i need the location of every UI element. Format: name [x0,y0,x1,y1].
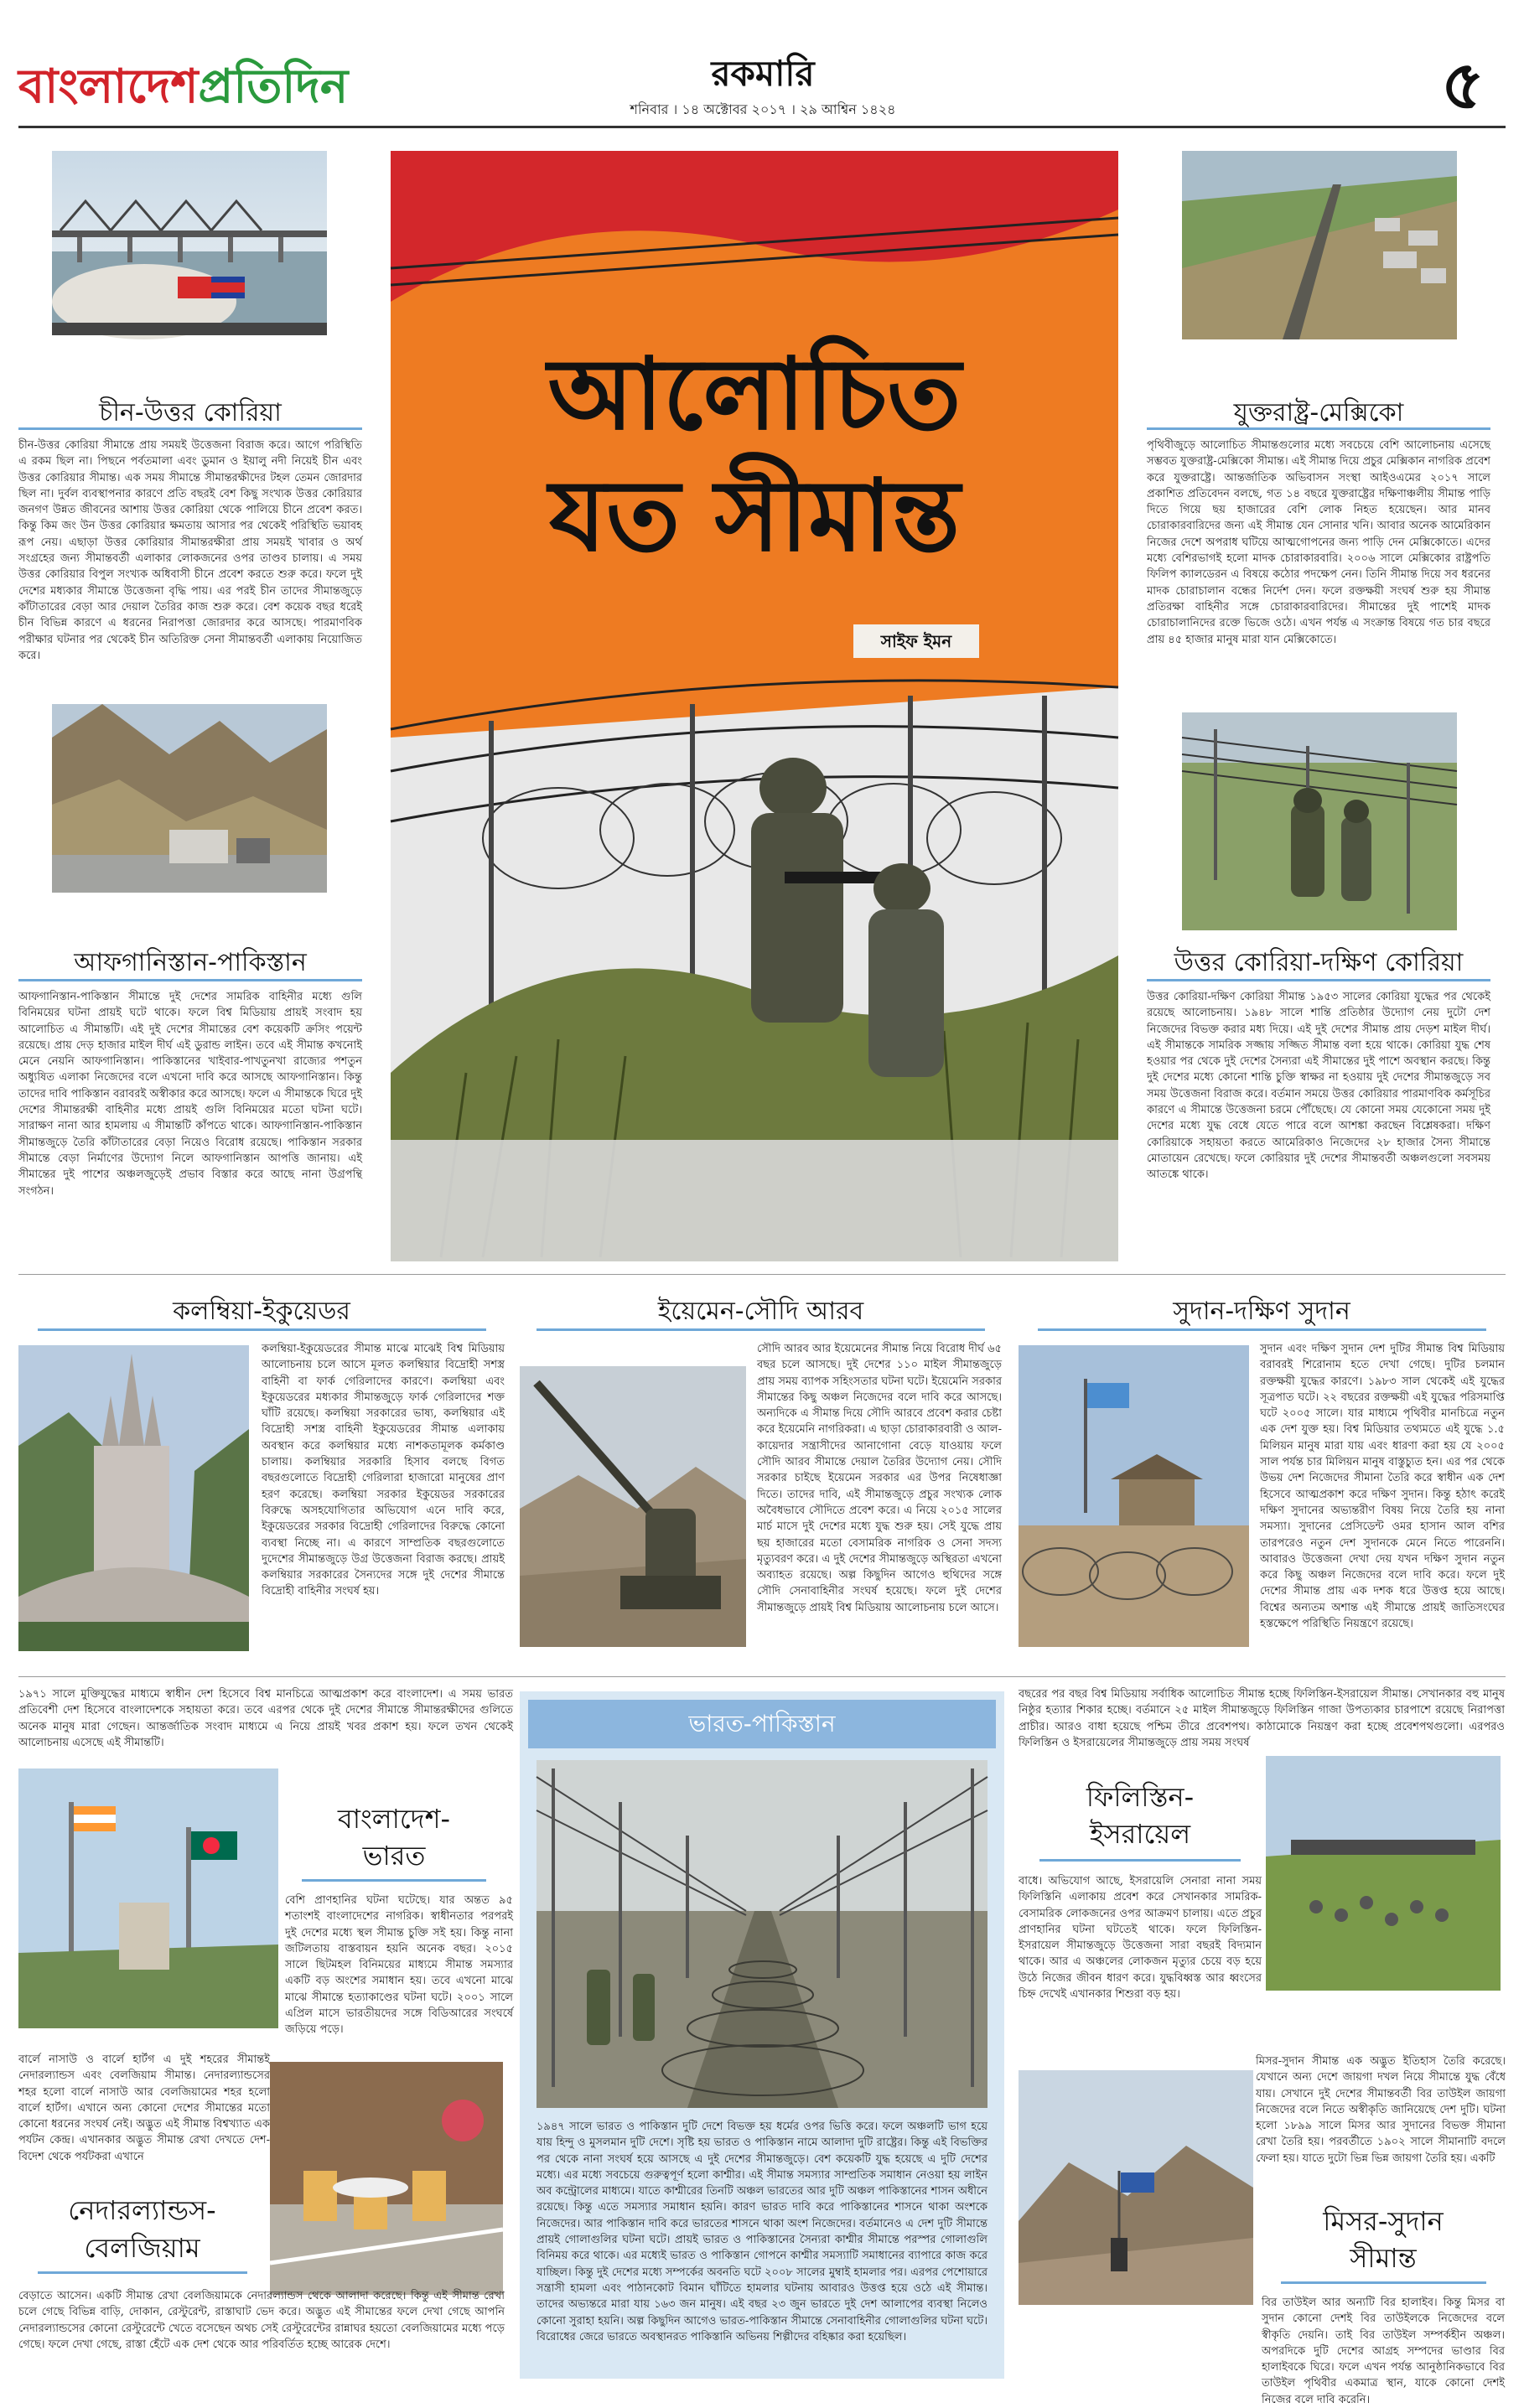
china-nk-heading: চীন-উত্তর কোরিয়া [99,398,282,427]
nk-sk-soldiers-photo [1182,712,1457,930]
sud-ssud-heading: সুদান-দক্ষিণ সুদান [1173,1297,1350,1326]
paper-logo-part2: প্রতিদিন [198,60,349,114]
cover-art [391,151,1118,1261]
page-number: ৫ [1441,46,1485,124]
cover-title-line1: আলোচিত [547,336,962,452]
nk-sk-rule [1147,979,1490,981]
ind-pak-fence-photo [537,1760,987,2108]
nl-be-heading-line1: নেদারল্যান্ডস- [68,2194,216,2226]
bd-india-rule [302,1879,486,1882]
col-ecu-church-photo [18,1345,249,1651]
egy-sud-body-bottom: বির তাউইল আর অন্যটি বির হালাইব। কিন্তু মিসর বা সুদান কোনো দেশই বির তাউইলকে নিজেদের বলে স্বীকৃতি দেয়নি। তাই বির তাউইল সম্পর্কহীন অঞ্চল। অপরদিকে দুটি দেশের আগ্রহ সম্পদের ভাণ্ডার বির হালাইবকে ঘিরে। ফলে এখন পর্যন্ত আনুষ্ঠানিকভাবে বির তাউইল পৃথিবীর একমাত্র স্থান, যাকে কোনো দেশই নিজের বলে দাবি করেনি। [1262,2297,1505,2406]
ind-pak-body: ১৯৪৭ সালে ভারত ও পাকিস্তান দুটি দেশে বিভক্ত হয় ধর্মের ওপর ভিত্তি করে। ফলে অঞ্চলটি ভাগ হয়ে যায় হিন্দু ও মুসলমান দুটি দেশে। সৃষ্টি হয় ভারত ও পাকিস্তান নামে আলাদা দুটি রাষ্ট্রের। কিন্তু এই বিভক্তির পর থেকে নানা সংঘর্ষ হয়ে আসছে এ দুই দেশের সীমান্তজুড়ে। বেশ কয়েকটি যুদ্ধ হয়েছে এ দুটি দেশের মধ্যে। এর মধ্যে সবচেয়ে গুরুত্বপূর্ণ হলো কাশ্মীর। এই সীমান্ত সমস্যার সাম্প্রতিক সমাধান নেওয়া হয় লাইন অব কন্ট্রোলের মাধ্যমে। যাতে কাশ্মীরের তিনটি অঞ্চল ভারতের আর দুটি অঞ্চল পাকিস্তানের শাসন অধীনে রয়েছে। কিন্তু এতে সমস্যার সমাধান হয়নি। কারণ ভারত দাবি করে পাকিস্তানের শাসনে থাকা অংশকে নিজেদের। আর পাকিস্তান দাবি করে ভারতের শাসনে থাকা অংশ নিজেদের। বর্তমানেও এ দেশ দুটি সীমান্তে প্রায়ই গোলাগুলির ঘটনা ঘটে। প্রায়ই ভারত ও পাকিস্তানের সৈন্যরা কাশ্মীর সীমান্তে পরস্পর গোলাগুলি বিনিময় করে থাকে। এর মধ্যেই ভারত ও পাকিস্তান গোপনে কাশ্মীর সমস্যাটি সমাধানের ব্যাপারে কাজ করে যাচ্ছিল। কিন্তু দুই দেশের মধ্যে সম্পর্কের অবনতি ঘটে ২০০৮ সালের মুম্বাই হামলার পর। এরপর পেশোয়ারে সন্ত্রাসী হামলা এবং পাঠানকোট বিমান ঘাঁটিতে হামলার ঘটনায় আবারও উত্তপ্ত হয়ে ওঠে এই সীমান্ত। তাদের অভ্যন্তরে মারা যায় ১৬৩ জন মানুষ। এই বছর ২৩ জুন ভারতে দুই দেশ আলাপের ব্যবস্থা নিলেও কোনো সুরাহা হয়নি। অল্প কিছুদিন আগেও ভারত-পাকিস্তান সীমান্তে সেনাবাহিনীর গোলাগুলির ঘটনা ঘটে। বিরোধের জেরে ভারতে অবস্থানরত পাকিস্তানি অভিনয় শিল্পীদের বহিষ্কার করা হয়েছিল। [537,2121,987,2343]
nl-be-heading-line2: বেলজিয়াম [84,2232,200,2264]
bd-india-border-photo [18,1768,278,2028]
col-ecu-body: কলম্বিয়া-ইকুয়েডরের সীমান্ত মাঝে মাঝেই বিশ্ব মিডিয়ায় আলোচনায় চলে আসে মূলত কলম্বিয়ার বিদ্রোহী সশস্ত্র বাহিনী বা ফার্ক গেরিলাদের কারণে। কলম্বিয়া এবং ইকুয়েডরের মধ্যকার সীমান্তজুড়ে ফার্ক গেরিলাদের শক্ত ঘাঁটি রয়েছে। কলম্বিয়া সরকারের ভাষ্য, কলম্বিয়ার এই বিদ্রোহী সশস্ত্র বাহিনী ইকুয়েডরের সীমান্ত এলাকায় অবস্থান করে কলম্বিয়ার মধ্যে নাশকতামূলক কর্মকাণ্ড চালায়। কলম্বিয়ার সরকারি হিসাব বলছে বিগত বছরগুলোতে বিদ্রোহী গেরিলারা হাজারো মানুষের প্রাণ হরণ করেছে। কলম্বিয়া সরকার ইকুয়েডর সরকারের বিরুদ্ধে অসহযোগিতার অভিযোগ এনে দাবি করে, ইকুয়েডরের সরকার বিদ্রোহী গেরিলাদের বিরুদ্ধে কোনো ব্যবস্থা নিচ্ছে না। এ কারণে সাম্প্রতিক বছরগুলোতে দুদেশের সীমান্তজুড়ে উগ্র উত্তেজনা বিরাজ করছে। প্রায়ই কলম্বিয়ার সরকারের সৈন্যদের সঙ্গে দুই দেশের সীমান্তে বিদ্রোহী বাহিনীর সংঘর্ষ হয়। [262,1343,505,1598]
masthead [0,0,1524,134]
china-nk-rule [18,427,362,430]
bd-india-heading-line1: বাংলাদেশ- [337,1803,451,1835]
paper-logo [18,50,348,129]
section-title: রকমারি [711,53,815,94]
china-nk-bridge-photo [52,151,327,335]
cover-author: সাইফ ইমন [853,624,979,658]
masthead-divider [18,126,1506,128]
ind-pak-heading: ভারত-পাকিস্তান [688,1710,836,1737]
nl-be-cafe-photo [270,2062,503,2295]
nl-be-body-top: বার্লে নাসাউ ও বার্লে হার্টগ এ দুই শহরের সীমান্তই নেদারল্যান্ডস এবং বেলজিয়াম সীমান্ত। নেদারল্যান্ডসের শহর হলো বার্লে নাসাউ আর বেলজিয়ামের শহর হলো বার্লে হার্টগ। এখানে অন্য কোনো দেশের সীমান্তের মতো কোনো ধরনের সংঘর্ষ নেই। অদ্ভুত এই সীমান্ত বিশ্বখ্যাত এক পর্যটন কেন্দ্র। এখানকার অদ্ভুত সীমান্ত রেখা দেখতে দেশ-বিদেশ থেকে পর্যটকরা এখানে [18,2053,270,2163]
nk-sk-body: উত্তর কোরিয়া-দক্ষিণ কোরিয়া সীমান্ত ১৯৫৩ সালের কোরিয়া যুদ্ধের পর থেকেই রয়েছে আলোচনায়। ১৯৪৮ সালে শান্তি প্রতিষ্ঠার উদ্যোগ নেয় দুটো দেশ নিজেদের বিভক্ত করার মধ্য দিয়ে। এই দুই দেশের সীমান্ত প্রায় দেড়শ মাইল দীর্ঘ। এই সীমান্তকে সামরিক সজ্জায় সজ্জিত সীমান্ত বলা হয়ে থাকে। কোরিয়া যুদ্ধ শেষ হওয়ার পর থেকে দুই দেশের সৈন্যরা এই সীমান্তের দুই পাশে অবস্থান করছে। কিন্তু দুই দেশের মধ্যে কোনো শান্তি চুক্তি স্বাক্ষর না হওয়ায় দুই দেশের সীমান্তজুড়ে সব সময় উত্তেজনা বিরাজ করে। বর্তমান সময়ে উত্তর কোরিয়ার পারমাণবিক কর্মসূচির কারণে এ সীমান্তে উত্তেজনা চরমে পৌঁছেছে। যে কোনো সময় যেকোনো সময় দুই দেশের মধ্যে যুদ্ধ বেধে যেতে পারে বলে আশঙ্কা করছেন বিশ্লেষকরা। দক্ষিণ কোরিয়াকে সহায়তা করতে আমেরিকাও নিজেদের ২৮ হাজার সৈন্য সীমান্তে মোতায়েন রেখেছে। ফলে কোরিয়ার দুই দেশের সীমান্তবর্তী অঞ্চলগুলো সবসময় আতঙ্কে থাকে। [1147,991,1490,1182]
afg-pak-rule [18,979,362,981]
egy-sud-desert-photo [1019,2070,1253,2305]
sud-ssud-rule [1038,1328,1486,1331]
pal-isr-body-top: বছরের পর বছর বিশ্ব মিডিয়ায় সর্বাধিক আলোচিত সীমান্ত হচ্ছে ফিলিস্তিন-ইসরায়েল সীমান্ত। সেখানকার বহু মানুষ নিষ্ঠুর হত্যার শিকার হচ্ছে। বর্তমানে ২৫ মাইল সীমান্তজুড়ে ফিলিস্তিন গাজা উপত্যকার চারপাশে রয়েছে নিরাপত্তা প্রাচীর। আরও বাধা হয়েছে পশ্চিম তীরে প্রবেশপথ। কাঠামোকে নিয়ন্ত্রণ করা হচ্ছে প্রবেশপথগুলো। এরপরও ফিলিস্তিন ও ইসরায়েলের সীমান্তজুড়ে প্রায় সময় সংঘর্ষ [1019,1688,1505,1749]
egy-sud-rule [1281,2281,1486,2284]
afg-pak-border-photo [52,704,327,893]
egy-sud-heading-line2: সীমান্ত [1350,2242,1417,2274]
pal-isr-rule [1039,1859,1241,1862]
nl-be-body-bottom: বেড়াতে আসেন। একটি সীমান্ত রেখা বেলজিয়ামকে নেদারল্যান্ডস থেকে আলাদা করেছে। কিন্তু এই সীমান্ত রেখা চলে গেছে বিভিন্ন বাড়ি, দোকান, রেস্টুরেন্ট, রাস্তাঘাট ভেদ করে। অদ্ভুত এই সীমান্তের ফলে দেখা গেছে আপনি নেদারল্যান্ডসের কোনো রেস্টুরেন্টে খেতে বসেছেন অথচ সেই রেস্টুরেন্টের রান্নাঘর হয়তো বেলজিয়ামের মধ্যে পড়ে গেছে। ফলে দেখা গেছে, রাস্তা হেঁটে এক দেশ থেকে আর পরিবর্তিত হচ্ছে আরেক দেশে। [18,2290,505,2351]
pal-isr-heading-line2: ইসরায়েল [1089,1818,1191,1850]
egy-sud-body-top: মিসর-সুদান সীমান্ত এক অদ্ভুত ইতিহাস তৈরি করেছে। যেখানে অন্য দেশে জায়গা দখল নিয়ে সীমান্তে যুদ্ধ বেঁধে যায়। সেখানে দুই দেশের সীমান্তবর্তী বির তাউইল জায়গা নিজেদের বলে নিতে অস্বীকৃতি জানিয়েছে দেশ দুটি। ঘটনা হলো ১৮৯৯ সালে মিসর আর সুদানের বিভক্ত সীমানা রেখা তৈরি হয়। পরবর্তীতে ১৯০২ সালে সীমানাটি বদলে ফেলা হয়। যাতে দুটো ভিন্ন ভিন্ন জায়গা তৈরি হয়। একটি [1256,2055,1506,2165]
nl-be-rule [38,2271,247,2274]
paper-logo-part1: বাংলাদেশ [18,60,199,114]
egy-sud-heading-line1: মিসর-সুদান [1323,2205,1444,2237]
us-mexico-rule [1147,427,1490,430]
pal-isr-crowd-photo [1266,1756,1501,1991]
pal-isr-body-bottom: বাধে। অভিযোগ আছে, ইসরায়েলি সেনারা নানা সময় ফিলিস্তিনি এলাকায় প্রবেশ করে সেখানকার সামরিক-বেসামরিক লোকজনের ওপর আক্রমণ চালায়। এতে প্রচুর প্রাণহানির ঘটনা ঘটতেই থাকে। ফলে ফিলিস্তিন-ইসরায়েল সীমান্তজুড়ে উত্তেজনা সারা বছরই বিদ্যমান থাকে। আর এ অঞ্চলের লোকজন মৃত্যুর চেয়ে বড় হয়ে উঠে নিজের জীবন ধারণ করে। যুদ্ধবিধ্বস্ত আর ধ্বংসের চিহ্ন দেখেই এখানকার শিশুরা বড় হয়। [1019,1875,1262,2001]
us-mexico-heading: যুক্তরাষ্ট্র-মেক্সিকো [1233,398,1404,427]
bd-india-body-bottom: বেশি প্রাণহানির ঘটনা ঘটেছে। যার অন্তত ৯৫ শতাংশই বাংলাদেশের নাগরিক। স্বাধীনতার পরপরই দুই দেশের মধ্যে স্থল সীমান্ত চুক্তি সই হয়। কিন্তু নানা জটিলতায় বাস্তবায়ন হয়নি অনেক বছর। ২০১৫ সালে ছিটমহল বিনিময়ের মাধ্যমে সীমান্ত সমস্যার একটি বড় অংশের সমাধান হয়। তবে এখনো মাঝে মাঝে সীমান্তে হত্যাকাণ্ডের ঘটনা ঘটে। ২০০১ সালে এপ্রিল মাসে ভারতীয়দের সঙ্গে বিডিআরের সংঘর্ষে জড়িয়ে পড়ে। [285,1894,513,2037]
afg-pak-body: আফগানিস্তান-পাকিস্তান সীমান্তে দুই দেশের সামরিক বাহিনীর মধ্যে গুলি বিনিময়ের ঘটনা প্রায়ই ঘটে থাকে। ফলে বিশ্ব মিডিয়ায় প্রায়ই সংবাদ হয় আলোচিত এ সীমান্তটি। এই দুই দেশের সীমান্তের বেশ কয়েকটি ক্রসিং পয়েন্ট রয়েছে। প্রায় দেড় হাজার মাইল দীর্ঘ এই ডুরান্ড লাইন। তবে এই সীমান্ত কখনোই মেনে নেয়নি আফগানিস্তান। পাকিস্তানের খাইবার-পাখতুনখা রাজ্যের পশতুন অধ্যুষিত এলাকা নিজেদের বলে এখনো দাবি করে আসছে আফগানিস্তান। কিন্তু তাদের দাবি পাকিস্তান বরাবরই অস্বীকার করে আসছে। ফলে এ সীমান্তকে ঘিরে দুই দেশের সীমান্তরক্ষী বাহিনীর মধ্যে প্রায়ই গুলি বিনিময়ের মতো ঘটনা ঘটে। সারাক্ষণ নানা আর হামলায় এ সীমান্তটি কাঁপতে থাকে। আফগানিস্তান-পাকিস্তান সীমান্তজুড়ে তৈরি কাঁটাতারের বেড়া নিয়েও বিরোধ রয়েছে। পাকিস্তান সরকার সীমান্তে বেড়া নির্মাণের উদ্যোগ নিলে আফগানিস্তান আপত্তি জানায়। এই সীমান্তের দুই পাশের অঞ্চলজুড়েই প্রভাব বিস্তার করে আছে নানা উগ্রপন্থি সংগঠন। [18,991,362,1198]
pal-isr-heading-line1: ফিলিস্তিন- [1086,1781,1195,1813]
bottom-row-divider [18,1676,1506,1677]
sud-ssud-camp-photo [1019,1345,1249,1647]
us-mexico-body: পৃথিবীজুড়ে আলোচিত সীমান্তগুলোর মধ্যে সবচেয়ে বেশি আলোচনায় এসেছে সম্ভবত যুক্তরাষ্ট্র-মেক্সিকো সীমান্ত। এই সীমান্ত দিয়ে প্রচুর মেক্সিকান নাগরিক প্রবেশ করে যুক্তরাষ্ট্রে। আন্তর্জাতিক অভিবাসন সংস্থা আইওএমের ২০১৭ সালে প্রকাশিত প্রতিবেদন বলছে, গত ১৪ বছরে যুক্তরাষ্ট্রের দক্ষিণাঞ্চলীয় সীমান্ত পাড়ি দিতে গিয়ে ছয় হাজারের বেশি লোক নিহত হয়েছেন। আর মানব চোরাকারবারিদের জন্য এই সীমান্ত যেন সোনার খনি। আবার অনেক আমেরিকান নিজের দেশে অপরাধ ঘটিয়ে আত্মগোপনের জন্য পাড়ি দেন মেক্সিকোতে। এদের মধ্যে বেশিরভাগই হলো মাদক চোরাকারবারি। ২০০৬ সালে মেক্সিকোর রাষ্ট্রপতি ফিলিপ ক্যালডেরন এ বিষয়ে কঠোর পদক্ষেপ নেন। তিনি সীমান্ত দিয়ে সব ধরনের মাদক চোরাচালান বন্ধের নির্দেশ দেন। ফলে রক্তক্ষয়ী সংঘর্ষ শুরু হয় সীমান্ত প্রতিরক্ষা বাহিনীর সঙ্গে চোরাকারবারিদের। সীমান্তের দুই পাশেই মাদক চোরাচালানিদের রক্তে ভিজে ওঠে। এখন পর্যন্ত এ সংক্রান্ত বিষয়ে গত চার বছরে প্রায় ৪৫ হাজার মানুষ মারা যান মেক্সিকোতে। [1147,439,1490,646]
col-ecu-heading: কলম্বিয়া-ইকুয়েডর [173,1297,350,1326]
afg-pak-heading: আফগানিস্তান-পাকিস্তান [74,948,307,977]
bd-india-body-top: ১৯৭১ সালে মুক্তিযুদ্ধের মাধ্যমে স্বাধীন দেশ হিসেবে বিশ্ব মানচিত্রে আত্মপ্রকাশ করে বাংলাদেশ। এ সময় ভারত প্রতিবেশী দেশ হিসেবে বাংলাদেশকে সহায়তা করে। তবে এরপর থেকে দুই দেশের সীমান্তে সীমান্তরক্ষীদের গুলিতে অনেক মানুষ মারা গেছেন। আন্তর্জাতিক সংবাদ মাধ্যমে এ নিয়ে প্রায়ই খবর প্রকাশ হয়। ফলে তখন থেকেই আলোচনায় এসেছে এই সীমান্তটি। [18,1688,513,1749]
sud-ssud-body: সুদান এবং দক্ষিণ সুদান দেশ দুটির সীমান্ত বিশ্ব মিডিয়ায় বরাবরই শিরোনাম হতে দেখা গেছে। দুটির চলমান রক্তক্ষয়ী যুদ্ধের কারণে। ১৯৮৩ সাল থেকেই এই যুদ্ধের সূত্রপাত ঘটে। ২২ বছরের রক্তক্ষয়ী এই যুদ্ধের পরিসমাপ্তি ঘটে ২০০৫ সালে। যার মাধ্যমে পৃথিবীর মানচিত্রে নতুন এক দেশ যুক্ত হয়। বিশ্ব মিডিয়ার তথ্যমতে এই যুদ্ধে ১.৫ মিলিয়ন মানুষ মারা যায় এবং ধারণা করা হয় যে ২০০৫ সাল পর্যন্ত চার মিলিয়ন মানুষ বাস্তুচ্যুত হন। এর পর থেকে উভয় দেশ নিজেদের সীমানা তৈরি করে স্বাধীন এক দেশ হিসেবে আত্মপ্রকাশ করে দক্ষিণ সুদান। কিন্তু হঠাৎ করেই দক্ষিণ সুদানের অভ্যন্তরীণ বিষয় নিয়ে তৈরি হয় নানা সমস্যা। সুদানের প্রেসিডেন্ট ওমর হাসান আল বশির তারপরেও নতুন দেশ সুদানকে মেনে নিতে পারেননি। আবারও উত্তেজনা দেখা দেয় যখন দক্ষিণ সুদান নতুন করে কিছু অঞ্চল নিজেদের বলে দাবি করে। ফলে দুই দেশের সীমান্ত প্রায় এক দশক ধরে উত্তপ্ত হয়ে আছে। বিশ্বের অন্যতম অশান্ত এই সীমান্তে প্রায়ই জাতিসংঘের হস্তক্ষেপে পরিস্থিতি নিয়ন্ত্রণে রয়েছে। [1260,1343,1505,1631]
yem-sau-body: সৌদি আরব আর ইয়েমেনের সীমান্ত নিয়ে বিরোধ দীর্ঘ ৬৫ বছর চলে আসছে। দুই দেশের ১১০ মাইল সীমান্তজুড়ে প্রায় সময় ব্যাপক সহিংসতার ঘটনা ঘটে। ইয়েমেনি সরকার সীমান্তের কিছু অঞ্চল নিজেদের বলে দাবি করে আসছে। অন্যদিকে এ সীমান্ত দিয়ে সৌদি আরবে প্রবেশ করার চেষ্টা করে ইয়েমেনি নাগরিকরা। এ ছাড়া চোরাকারবারী ও আল-কায়েদার সন্ত্রাসীদের আনাগোনা বেড়ে যাওয়ায় ফলে সৌদি আরব সীমান্তে দেয়াল তৈরির উদ্যোগ নেয়। সৌদি সরকার চাইছে ইয়েমেন সরকার এর উপর নিষেধাজ্ঞা দিতে। তাদের দাবি, এই সীমান্তজুড়ে প্রচুর সংখ্যক লোক অবৈধভাবে সৌদিতে প্রবেশ করে। এ নিয়ে ২০১৫ সালের মার্চ মাসে দুই দেশের মধ্যে যুদ্ধ শুরু হয়। সেই যুদ্ধে প্রায় ছয় হাজারের মতো বেসামরিক নাগরিক ও সেনা সদস্য মৃত্যুবরণ করে। এ দুই দেশের সীমান্তজুড়ে অস্থিরতা এখনো অব্যাহত রয়েছে। অল্প কিছুদিন আগেও হুথিদের সঙ্গে সৌদি সেনাবাহিনীর সংঘর্ষ হয়েছে। ফলে দুই দেশের সীমান্তজুড়ে প্রায়ই বিশ্ব মিডিয়ায় আলোচনায় চলে আসে। [757,1343,1002,1614]
nk-sk-heading: উত্তর কোরিয়া-দক্ষিণ কোরিয়া [1174,948,1464,977]
cover-banner [391,151,1118,1261]
bd-india-heading-line2: ভারত [362,1840,426,1872]
col-ecu-rule [38,1328,486,1331]
yem-sau-gun-photo [520,1366,746,1647]
yem-sau-heading: ইয়েমেন-সৌদি আরব [657,1297,864,1326]
china-nk-body: চীন-উত্তর কোরিয়া সীমান্তে প্রায় সময়ই উত্তেজনা বিরাজ করে। আগে পরিস্থিতি এ রকম ছিল না। পিছনে পর্বতমালা এবং ডুমান ও ইয়ালু নদী নিয়েই চীন এবং উত্তর কোরিয়ার সীমান্ত। এক সময় সীমান্তে সীমান্তরক্ষীদের টহল তেমন জোরদার ছিল না। দুর্বল ব্যবস্থাপনার কারণে প্রতি বছরই বেশ কিছু সংখ্যক উত্তর কোরিয়ার জনগণ উন্নত জীবনের আশায় উত্তর কোরিয়া থেকে পালিয়ে চীনে প্রবেশ করত। কিন্তু কিম জং উন উত্তর কোরিয়ার ক্ষমতায় আসার পর থেকেই পরিস্থিতি ভয়াবহ রূপ নেয়। এছাড়া উত্তর কোরিয়ার সীমান্তরক্ষীরা প্রায় সময়ই খাবার ও অর্থ সংগ্রহের জন্য সীমান্তবর্তী এলাকার লোকজনের ওপর তাণ্ডব চালায়। এ সময় উত্তর কোরিয়ার বিপুল সংখ্যক অধিবাসী চীনে প্রবেশ করতে শুরু করে। ফলে দুই দেশের মধ্যকার সীমান্তে উত্তেজনা বৃদ্ধি পায়। এর পরই চীন তাদের সীমান্তজুড়ে কাঁটাতারের বেড়া আর দেয়াল তৈরির কাজ শুরু করে। বেশ কয়েক বছর ধরেই চীন বিভিন্ন কারণে এ ধরনের নিরাপত্তা জোরদার করে আসছে। পারমাণবিক পরীক্ষার ঘটনার পর থেকেই চীন অতিরিক্ত সেনা সীমান্তবর্তী এলাকায় নিয়োজিত করে। [18,439,362,662]
cover-title-line2: যত সীমান্ত [548,458,961,573]
yem-sau-rule [537,1328,985,1331]
middle-row-divider [18,1274,1506,1275]
issue-date: শনিবার । ১৪ অক্টোবর ২০১৭ । ২৯ আশ্বিন ১৪২৪ [630,101,896,117]
us-mexico-border-photo [1182,151,1457,339]
